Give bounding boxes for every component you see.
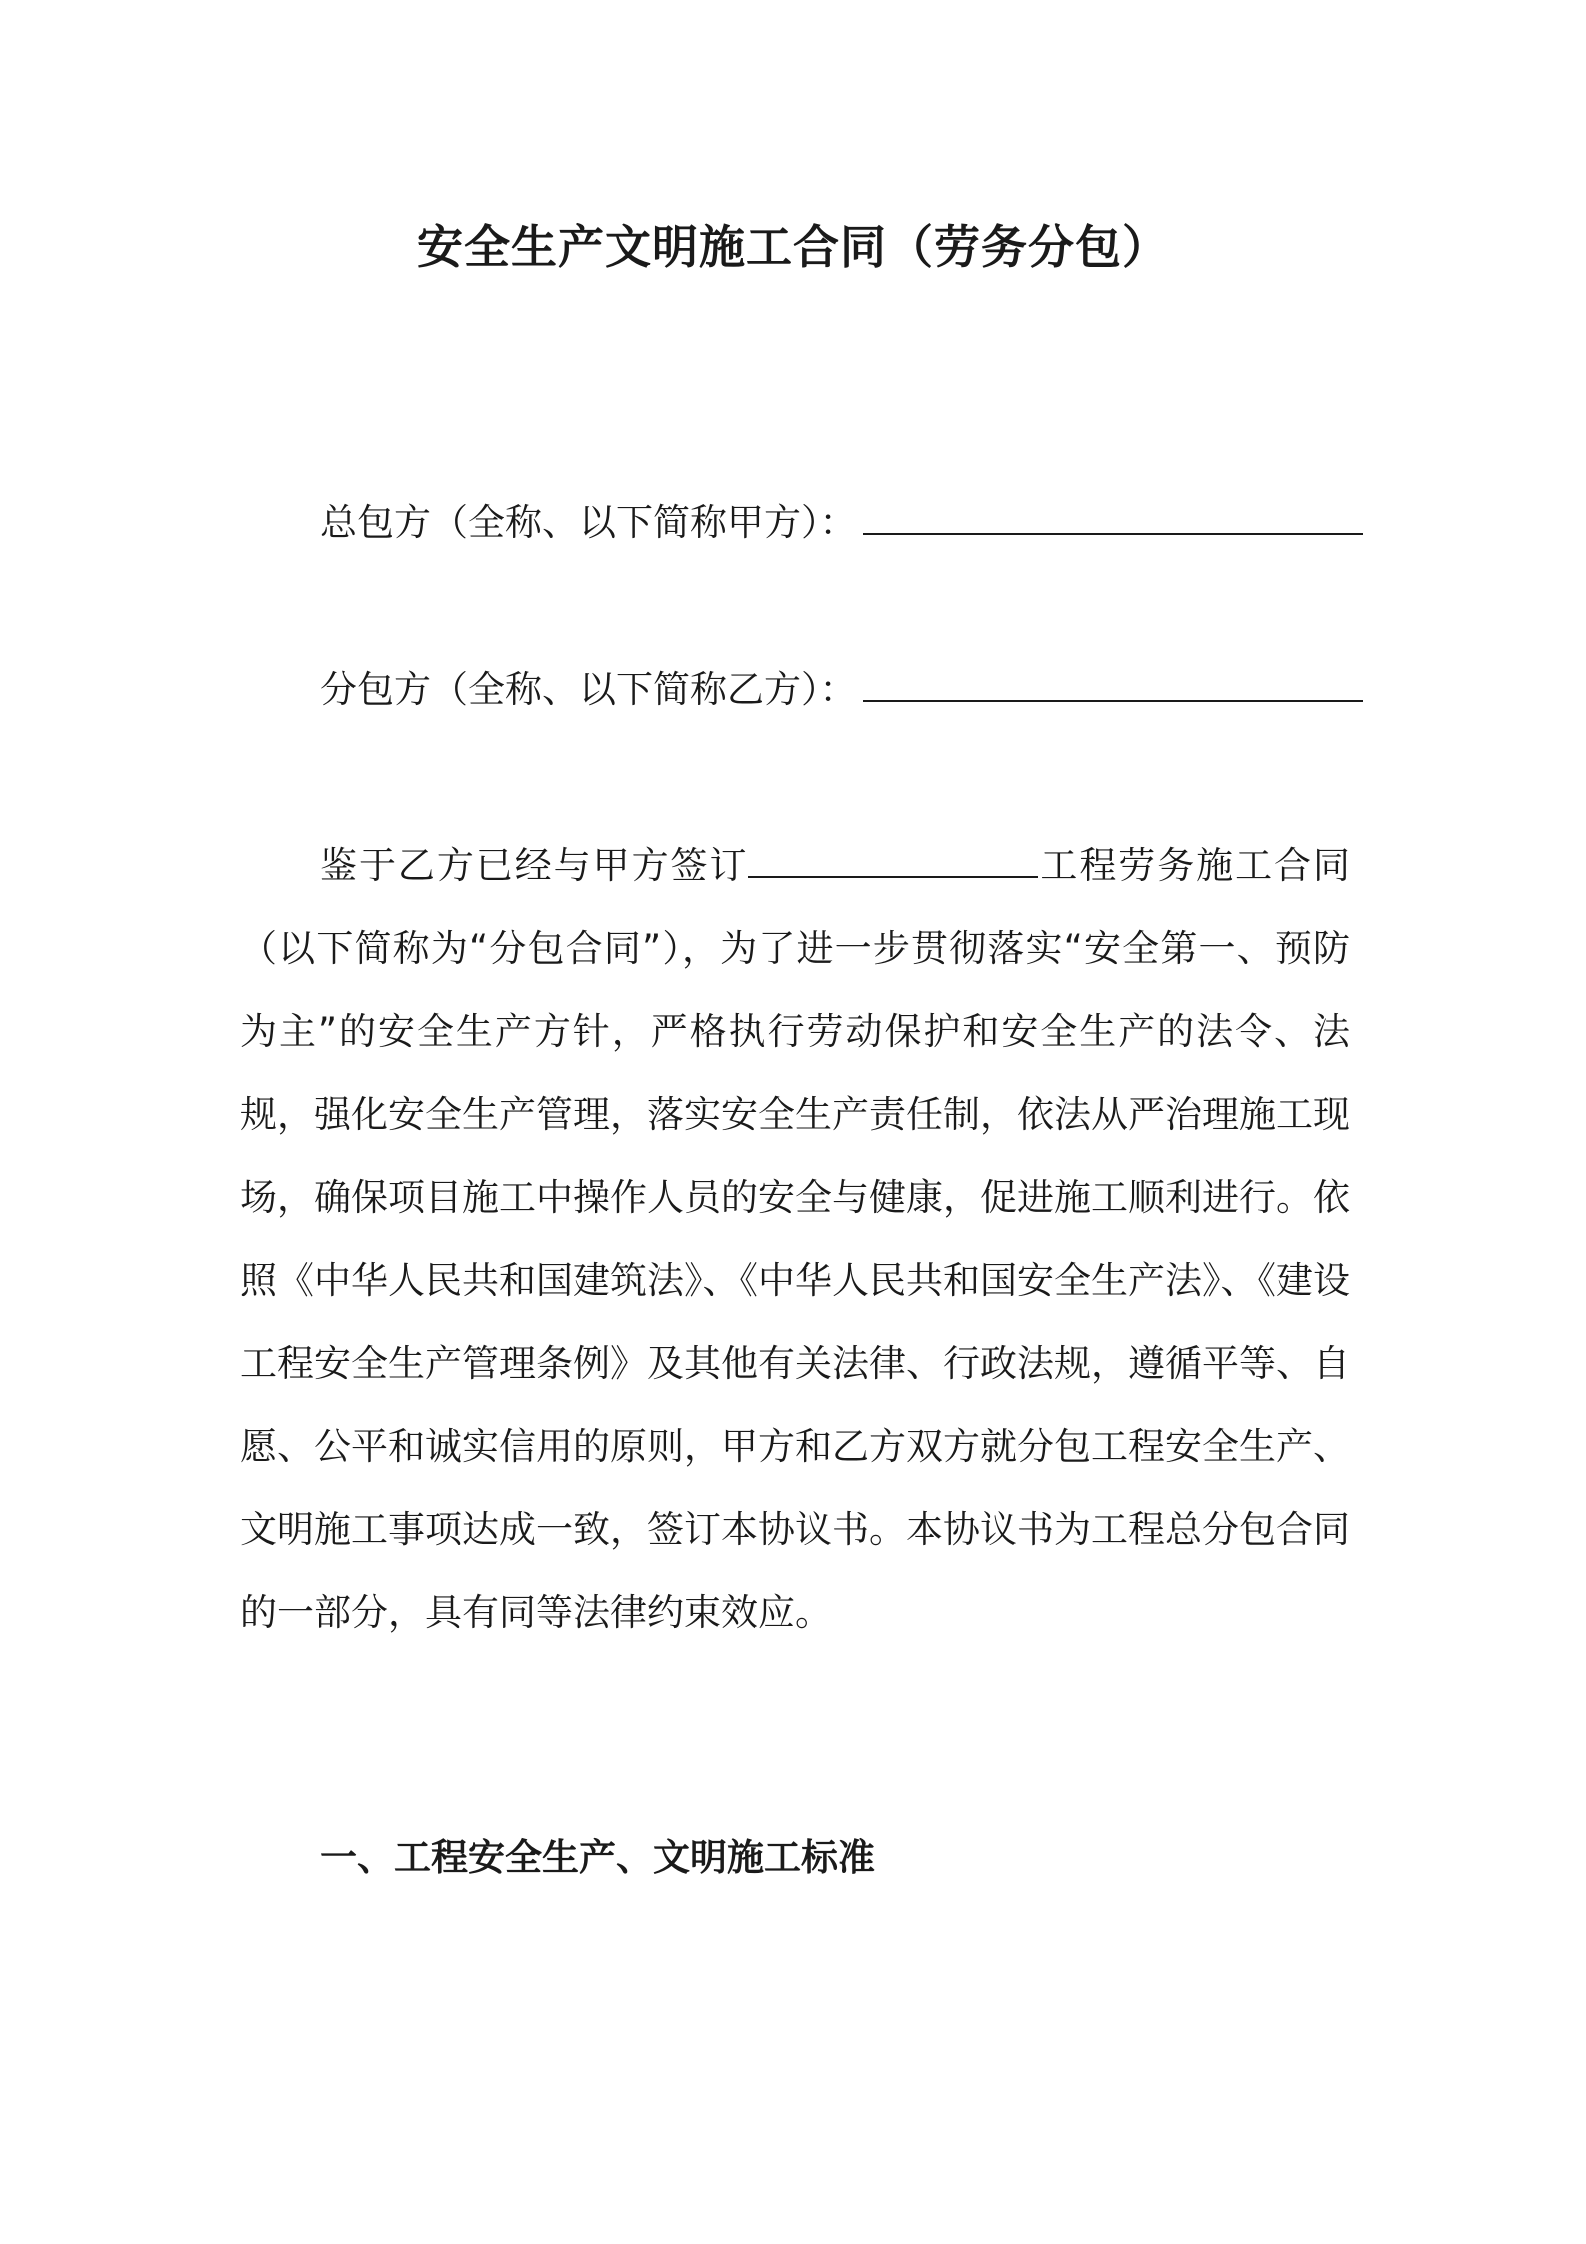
document-title: 安全生产文明施工合同（劳务分包） [417, 220, 1169, 274]
party-b-label: 分包方（全称、以下简称乙方）： [320, 668, 857, 711]
intro-prefix: 鉴于乙方已经与甲方签订 [320, 844, 749, 887]
party-b-line [320, 660, 1350, 718]
party-a-blank [863, 493, 1363, 535]
project-name-blank [748, 838, 1038, 878]
intro-body: 工程劳务施工合同（以下简称为“分包合同”），为了进一步贯彻落实“安全第一、预防为主”的安全生产方针，严格执行劳动保护和安全生产的法令、法规，强化安全生产管理，落实安全生产责任制，依法从严治理施工现场，确保项目施工中操作人员的安全与健康，促进施工顺利进行。依照《中华人民共和国建筑法》、《中华人民共和国安全生产法》、《建设工程安全生产管理条例》及其他有关法律、行政法规，遵循平等、自愿、公平和诚实信用的原则，甲方和乙方双方就分包工程安全生产、文明施工事项达成一致，签订本协议书。本协议书为工程总分包合同的一部分，具有同等法律约束效应。 [240, 844, 1351, 1634]
intro-paragraph [240, 824, 1350, 1654]
party-a-label: 总包方（全称、以下简称甲方）： [320, 501, 857, 544]
section-1-heading: 一、工程安全生产、文明施工标准 [320, 1836, 875, 1879]
party-a-line [320, 493, 1350, 551]
party-b-blank [863, 660, 1363, 702]
